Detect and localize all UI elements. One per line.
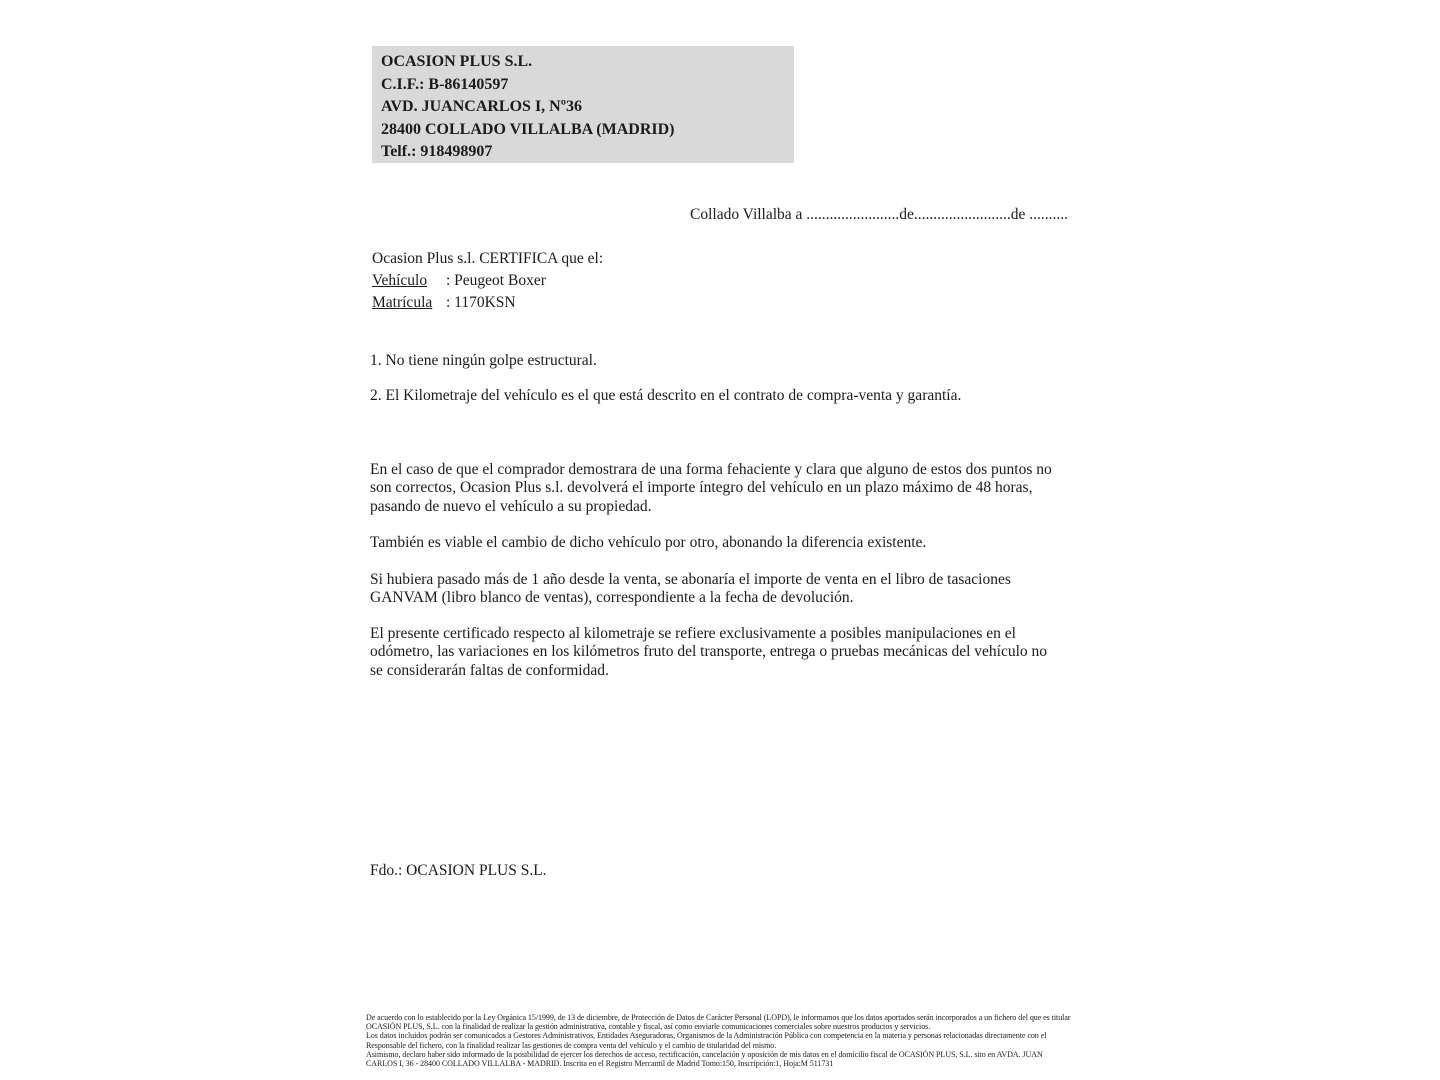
paragraph-line: odómetro, las variaciones en los kilómetros fruto del transporte, entrega o pruebas mecánicas del vehículo no: [370, 643, 1048, 661]
paragraph-line: El presente certificado respecto al kilometraje se refiere exclusivamente a posibles manipulaciones en el: [370, 625, 1016, 642]
legal-line: Asimismo, declaro haber sido informado de la posibilidad de ejercer los derechos de acceso, rectificación, cancelación y oposición de mis datos en el domicilio fiscal de OCASIÓN PLUS, S.L. sito en AVDA. JUAN: [366, 1049, 1043, 1059]
signature-line: Fdo.: OCASION PLUS S.L.: [370, 862, 547, 879]
plate-value: : 1170KSN: [446, 294, 516, 311]
company-city: 28400 COLLADO VILLALBA (MADRID): [381, 120, 675, 138]
certify-intro: Ocasion Plus s.l. CERTIFICA que el:: [372, 250, 604, 267]
paragraph-line: son correctos, Ocasion Plus s.l. devolverá el importe íntegro del vehículo en un plazo máximo de 48 horas,: [370, 479, 1033, 497]
legal-line: Los datos incluidos podrán ser comunicados a Gestores Administrativos, Entidades Aseguradoras, Organismos de la Administración Pública con competencia en la materia y personas relacionadas directamente con el: [366, 1031, 1047, 1041]
vehicle-field: [372, 270, 603, 292]
company-cif: C.I.F.: B-86140597: [381, 75, 509, 93]
vehicle-label: Vehículo: [372, 272, 428, 289]
paragraph-line: También es viable el cambio de dicho vehículo por otro, abonando la diferencia existente.: [370, 534, 927, 551]
plate-field: [372, 292, 603, 314]
legal-line: OCASIÓN PLUS, S.L. con la finalidad de realizar la gestión administrativa, contable y fiscal, así como enviarle comunicaciones comerciales sobre nuestros productos y servicios.: [366, 1022, 931, 1032]
paragraph-line: En el caso de que el comprador demostrara de una forma fehaciente y clara que alguno de estos dos puntos no: [370, 461, 1052, 478]
legal-fine-print: [366, 1013, 1096, 1068]
paragraph-ganvam: [370, 571, 1011, 608]
paragraph-exchange: [370, 534, 926, 552]
company-header-box: [372, 46, 794, 163]
paragraph-line: Si hubiera pasado más de 1 año desde la venta, se abonaría el importe de venta en el libro de tasaciones: [370, 571, 1011, 588]
certify-block: [372, 248, 603, 314]
point-2: 2. El Kilometraje del vehículo es el que está descrito en el contrato de compra-venta y garantía.: [370, 387, 962, 404]
plate-label: Matrícula: [372, 294, 433, 311]
date-line: Collado Villalba a ........................de.........................de ..........: [690, 206, 1069, 223]
company-name: OCASION PLUS S.L.: [381, 53, 533, 70]
company-phone: Telf.: 918498907: [381, 143, 493, 160]
point-1: 1. No tiene ningún golpe estructural.: [370, 352, 597, 369]
paragraph-line: pasando de nuevo el vehículo a su propiedad.: [370, 497, 652, 515]
paragraph-odometer: [370, 625, 1047, 680]
paragraph-refund: [370, 461, 1052, 516]
paragraph-line: se considerarán faltas de conformidad.: [370, 661, 609, 679]
vehicle-value: : Peugeot Boxer: [446, 272, 546, 289]
legal-line: De acuerdo con lo establecido por la Ley Orgánica 15/1999, de 13 de diciembre, de Protección de Datos de Carácter Personal (LOPD), le informamos que los datos aportados serán incorporados a un fichero del que es titular: [366, 1013, 1071, 1022]
company-address: AVD. JUANCARLOS I, Nº36: [381, 98, 583, 115]
legal-line: CARLOS I, 36 - 28400 COLLADO VILLALBA - MADRID. Inscrita en el Registro Mercantil de Madrid Tomo:150, Inscripción:1, Hoja:M 511731: [366, 1059, 834, 1069]
paragraph-line: GANVAM (libro blanco de ventas), correspondiente a la fecha de devolución.: [370, 589, 854, 607]
legal-line: Responsable del fichero, con la finalidad realizar las gestiones de compra venta del vehículo y el cambio de titularidad del mismo.: [366, 1040, 777, 1050]
